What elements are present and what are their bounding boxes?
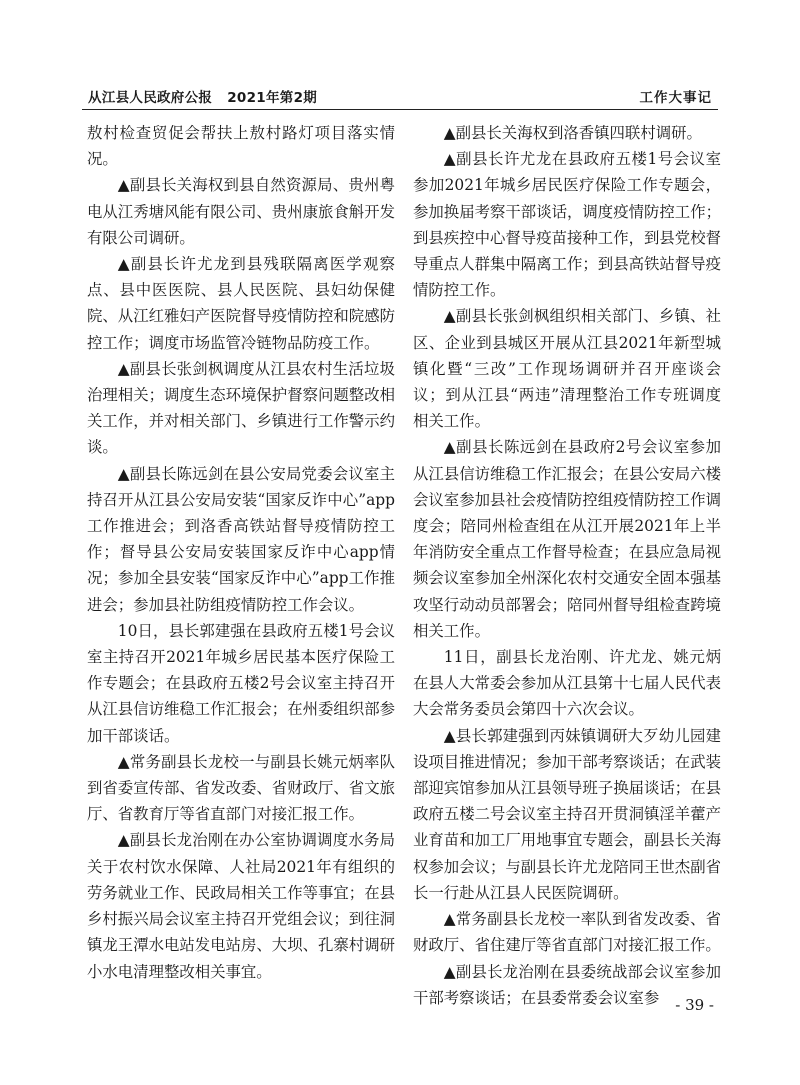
header-divider — [82, 109, 718, 110]
paragraph: ▲副县长张剑枫组织相关部门、乡镇、社区、企业到县城区开展从江县2021年新型城镇化暨“三改”工作现场调研并召开座谈会议；到从江县“两违”清理整治工作专班调度相关工作。 — [413, 307, 721, 431]
paragraph: ▲副县长陈远剑在县公安局党委会议室主持召开从江县公安局安装“国家反诈中心”app工作推进会；到洛香高铁站督导疫情防控工作；督导县公安局安装国家反诈中心app情况；参加全县安装“国家反诈中心”app工作推进会；参加县社防组疫情防控工作会议。 — [87, 464, 395, 614]
paragraph: ▲常务副县长龙校一与副县长姚元炳率队到省委宣传部、省发改委、省财政厅、省文旅厅、省教育厅等省直部门对接汇报工作。 — [87, 752, 395, 824]
paragraph: ▲副县长龙治刚在办公室协调调度水务局关于农村饮水保障、人社局2021年有组织的劳务就业工作、民政局相关工作等事宜；在县乡村振兴局会议室主持召开党组会议；到往洞镇龙王潭水电站发电站房、大坝、孔寨村调研小水电清理整改相关事宜。 — [87, 831, 395, 981]
paragraph: ▲副县长许尤龙在县政府五楼1号会议室参加2021年城乡居民医疗保险工作专题会，参加换届考察干部谈话，调度疫情防控工作；到县疾控中心督导疫苗接种工作，到县党校督导重点人群集中隔离工作；到县高铁站督导疫情防控工作。 — [413, 150, 721, 300]
paragraph: 11日，副县长龙治刚、许尤龙、姚元炳在县人大常委会参加从江县第十七届人民代表大会常务委员会第四十六次会议。 — [413, 648, 721, 719]
paragraph: ▲县长郭建强到丙妹镇调研大歹幼儿园建设项目推进情况；参加干部考察谈话；在武装部迎宾馆参加从江县领导班子换届谈话；在县政府五楼二号会议室主持召开贯洞镇淫羊藿产业育苗和加工厂用地事宜专题会，副县长关海权参加会议；与副县长许尤龙陪同王世杰副省长一行赴从江县人民医院调研。 — [413, 726, 721, 902]
section-title: 工作大事记 — [639, 90, 712, 106]
paragraph: ▲副县长龙治刚在县委统战部会议室参加干部考察谈话；在县委常委会议室参 — [413, 962, 721, 1007]
paragraph: 敖村检查贸促会帮扶上敖村路灯项目落实情况。 — [87, 124, 395, 169]
left-column — [87, 120, 395, 985]
paragraph: ▲副县长陈远剑在县政府2号会议室参加从江县信访维稳工作汇报会；在县公安局六楼会议室参加县社会疫情防控组疫情防控工作调度会；陪同州检查组在从江开展2021年上半年消防安全重点工作督导检查；在县应急局视频会议室参加全州深化农村交通安全固本强基攻坚行动动员部署会；陪同州督导组检查跨境相关工作。 — [413, 438, 721, 640]
right-column — [413, 120, 721, 1011]
paragraph: 10日，县长郭建强在县政府五楼1号会议室主持召开2021年城乡居民基本医疗保险工作专题会；在县政府五楼2号会议室主持召开从江县信访维稳工作汇报会；在州委组织部参加干部谈话。 — [87, 621, 395, 745]
paragraph: ▲常务副县长龙校一率队到省发改委、省财政厅、省住建厅等省直部门对接汇报工作。 — [413, 910, 721, 955]
page-number: - 39 - — [675, 996, 714, 1014]
paragraph: ▲副县长关海权到洛香镇四联村调研。 — [443, 124, 702, 142]
page-header — [82, 86, 718, 110]
paragraph: ▲副县长许尤龙到县残联隔离医学观察点、县中医医院、县人民医院、县妇幼保健院、从江红雅妇产医院督导疫情防控和院感防控工作；调度市场监管冷链物品防疫工作。 — [87, 255, 395, 352]
paragraph: ▲副县长关海权到县自然资源局、贵州粤电从江秀塘风能有限公司、贵州康旅食斛开发有限公司调研。 — [87, 176, 395, 247]
paragraph: ▲副县长张剑枫调度从江县农村生活垃圾治理相关；调度生态环境保护督察问题整改相关工作，并对相关部门、乡镇进行工作警示约谈。 — [87, 359, 395, 457]
publication-title: 从江县人民政府公报 2021年第2期 — [88, 90, 318, 106]
